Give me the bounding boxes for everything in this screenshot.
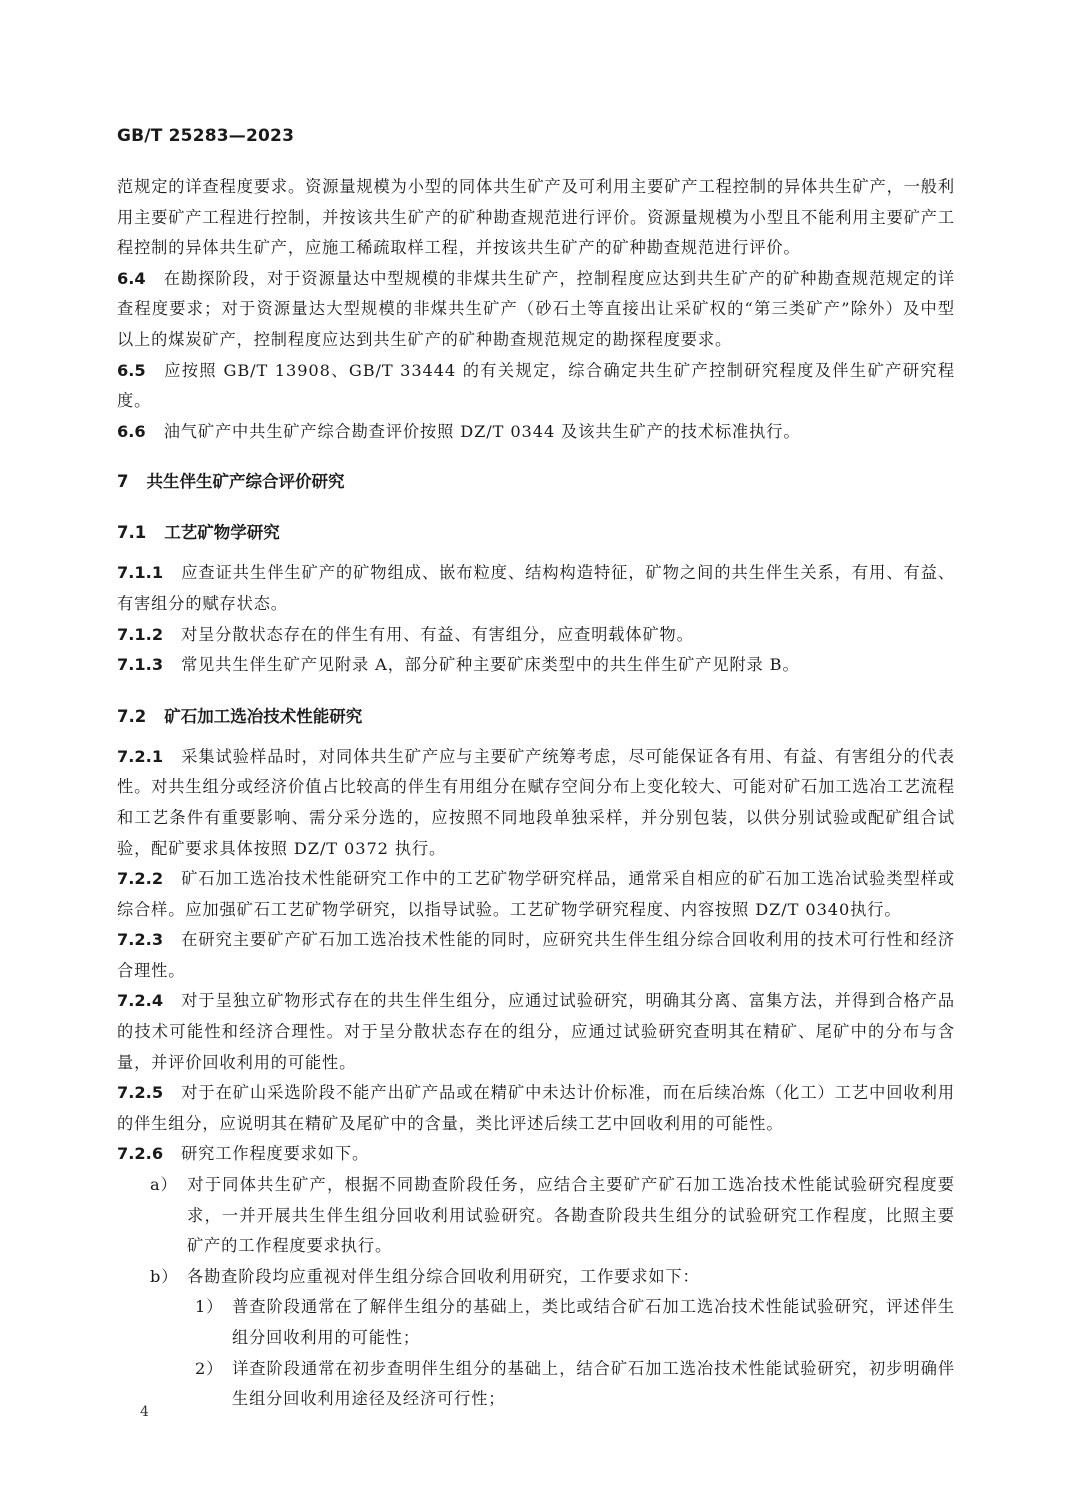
subsection-heading-7-2 <box>117 702 955 732</box>
list-marker: 1） <box>195 1297 224 1317</box>
clause-text: 常见共生伴生矿产见附录 A，部分矿种主要矿床类型中的共生伴生矿产见附录 B。 <box>181 655 800 675</box>
clause-7-2-5 <box>117 1078 955 1139</box>
clause-text: 对于呈独立矿物形式存在的共生伴生组分，应通过试验研究，明确其分离、富集方法，并得到合格产品的技术可能性和经济合理性。对于呈分散状态存在的组分，应通过试验研究查明其在精矿、尾矿中的分布与含量，并评价回收利用的可能性。 <box>117 991 955 1072</box>
clause-number: 6.6 <box>117 421 146 441</box>
clause-text: 对于在矿山采选阶段不能产出矿产品或在精矿中未达计价标准，而在后续冶炼（化工）工艺中回收利用的伴生组分，应说明其在精矿及尾矿中的含量，类比评述后续工艺中回收利用的可能性。 <box>117 1083 955 1133</box>
list-item-1 <box>195 1292 955 1353</box>
section-title: 工艺矿物学研究 <box>164 523 280 543</box>
paragraph-continuation: 范规定的详查程度要求。资源量规模为小型的同体共生矿产及可利用主要矿产工程控制的异体共生矿产，一般利用主要矿产工程进行控制，并按该共生矿产的矿种勘查规范进行评价。资源量规模为小型且不能利用主要矿产工程控制的异体共生矿产，应施工稀疏取样工程，并按该共生矿产的矿种勘查规范进行评价。 <box>117 177 955 258</box>
section-title: 矿石加工选冶技术性能研究 <box>164 706 363 726</box>
list-item-text: 对于同体共生矿产，根据不同勘查阶段任务，应结合主要矿产矿石加工选冶技术性能试验研究程度要求，一并开展共生伴生组分回收利用试验研究。各勘查阶段共生组分的试验研究工作程度，比照主要矿产的工作程度要求执行。 <box>187 1175 955 1256</box>
clause-6-6 <box>117 417 955 448</box>
clause-number: 7.2.2 <box>117 869 164 889</box>
clause-text: 矿石加工选冶技术性能研究工作中的工艺矿物学研究样品，通常采自相应的矿石加工选冶试验类型样或综合样。应加强矿石工艺矿物学研究，以指导试验。工艺矿物学研究程度、内容按照 DZ/T 0340执行。 <box>117 869 955 919</box>
subsection-heading-7-1 <box>117 518 955 548</box>
standard-code-header: GB/T 25283—2023 <box>117 126 295 146</box>
clause-7-2-4 <box>117 986 955 1078</box>
clause-number: 6.4 <box>117 268 146 288</box>
list-marker: a） <box>150 1175 178 1195</box>
section-number: 7 <box>117 472 129 492</box>
clause-text: 应查证共生伴生矿产的矿物组成、嵌布粒度、结构构造特征，矿物之间的共生伴生关系，有用、有益、有害组分的赋存状态。 <box>117 563 955 613</box>
section-number: 7.1 <box>117 523 147 543</box>
clause-7-2-3 <box>117 925 955 986</box>
clause-6-4 <box>117 264 955 356</box>
page-content <box>117 172 955 1415</box>
clause-text: 应按照 GB/T 13908、GB/T 33444 的有关规定，综合确定共生矿产控制研究程度及伴生矿产研究程度。 <box>117 360 955 411</box>
clause-number: 6.5 <box>117 360 146 380</box>
clause-number: 7.2.6 <box>117 1144 164 1164</box>
clause-number: 7.1.1 <box>117 563 164 583</box>
page-number: 4 <box>140 1404 149 1420</box>
clause-text: 采集试验样品时，对同体共生矿产应与主要矿产统筹考虑，尽可能保证各有用、有益、有害组分的代表性。对共生组分或经济价值占比较高的伴生有用组分在赋存空间分布上变化较大、可能对矿石加工选冶工艺流程和工艺条件有重要影响、需分采分选的，应按照不同地段单独采样，并分别包装，以供分别试验或配矿组合试验，配矿要求具体按照 DZ/T 0372 执行。 <box>117 746 955 858</box>
list-item-2 <box>195 1354 955 1415</box>
clause-7-1-1 <box>117 558 955 619</box>
clause-number: 7.2.4 <box>117 991 164 1011</box>
list-level-1 <box>117 1292 955 1414</box>
clause-7-2-6 <box>117 1139 955 1170</box>
clause-7-2-2 <box>117 864 955 925</box>
section-heading-7 <box>117 467 955 497</box>
clause-text: 对呈分散状态存在的伴生有用、有益、有害组分，应查明载体矿物。 <box>181 624 694 644</box>
clause-number: 7.1.2 <box>117 624 164 644</box>
clause-number: 7.1.3 <box>117 655 164 675</box>
clause-text: 油气矿产中共生矿产综合勘查评价按照 DZ/T 0344 及该共生矿产的技术标准执行。 <box>163 421 801 441</box>
section-number: 7.2 <box>117 706 147 726</box>
clause-number: 7.2.5 <box>117 1083 164 1103</box>
list-item-text: 详查阶段通常在初步查明伴生组分的基础上，结合矿石加工选冶技术性能试验研究，初步明确伴生组分回收利用途径及经济可行性； <box>232 1358 955 1409</box>
list-item-text: 普查阶段通常在了解伴生组分的基础上，类比或结合矿石加工选冶技术性能试验研究，评述伴生组分回收利用的可能性； <box>232 1297 955 1347</box>
clause-7-2-1 <box>117 742 955 864</box>
clause-7-1-3 <box>117 650 955 681</box>
clause-6-5 <box>117 356 955 417</box>
list-item-text: 各勘查阶段均应重视对伴生组分综合回收利用研究，工作要求如下： <box>187 1266 700 1286</box>
list-item-a <box>150 1170 955 1262</box>
clause-text: 在勘探阶段，对于资源量达中型规模的非煤共生矿产，控制程度应达到共生矿产的矿种勘查规范规定的详查程度要求；对于资源量达大型规模的非煤共生矿产（砂石土等直接出让采矿权的“第三类矿产”除外）及中型以上的煤炭矿产，控制程度应达到共生矿产的矿种勘查规范规定的勘探程度要求。 <box>117 268 955 349</box>
clause-number: 7.2.3 <box>117 930 164 950</box>
section-title: 共生伴生矿产综合评价研究 <box>146 472 345 492</box>
list-marker: b） <box>150 1266 179 1286</box>
clause-number: 7.2.1 <box>117 746 164 766</box>
clause-text: 研究工作程度要求如下。 <box>181 1144 370 1164</box>
list-marker: 2） <box>195 1358 224 1378</box>
list-level-a <box>117 1170 955 1292</box>
list-item-b <box>150 1262 955 1293</box>
clause-text: 在研究主要矿产矿石加工选冶技术性能的同时，应研究共生伴生组分综合回收利用的技术可行性和经济合理性。 <box>117 930 955 980</box>
clause-7-1-2 <box>117 620 955 651</box>
